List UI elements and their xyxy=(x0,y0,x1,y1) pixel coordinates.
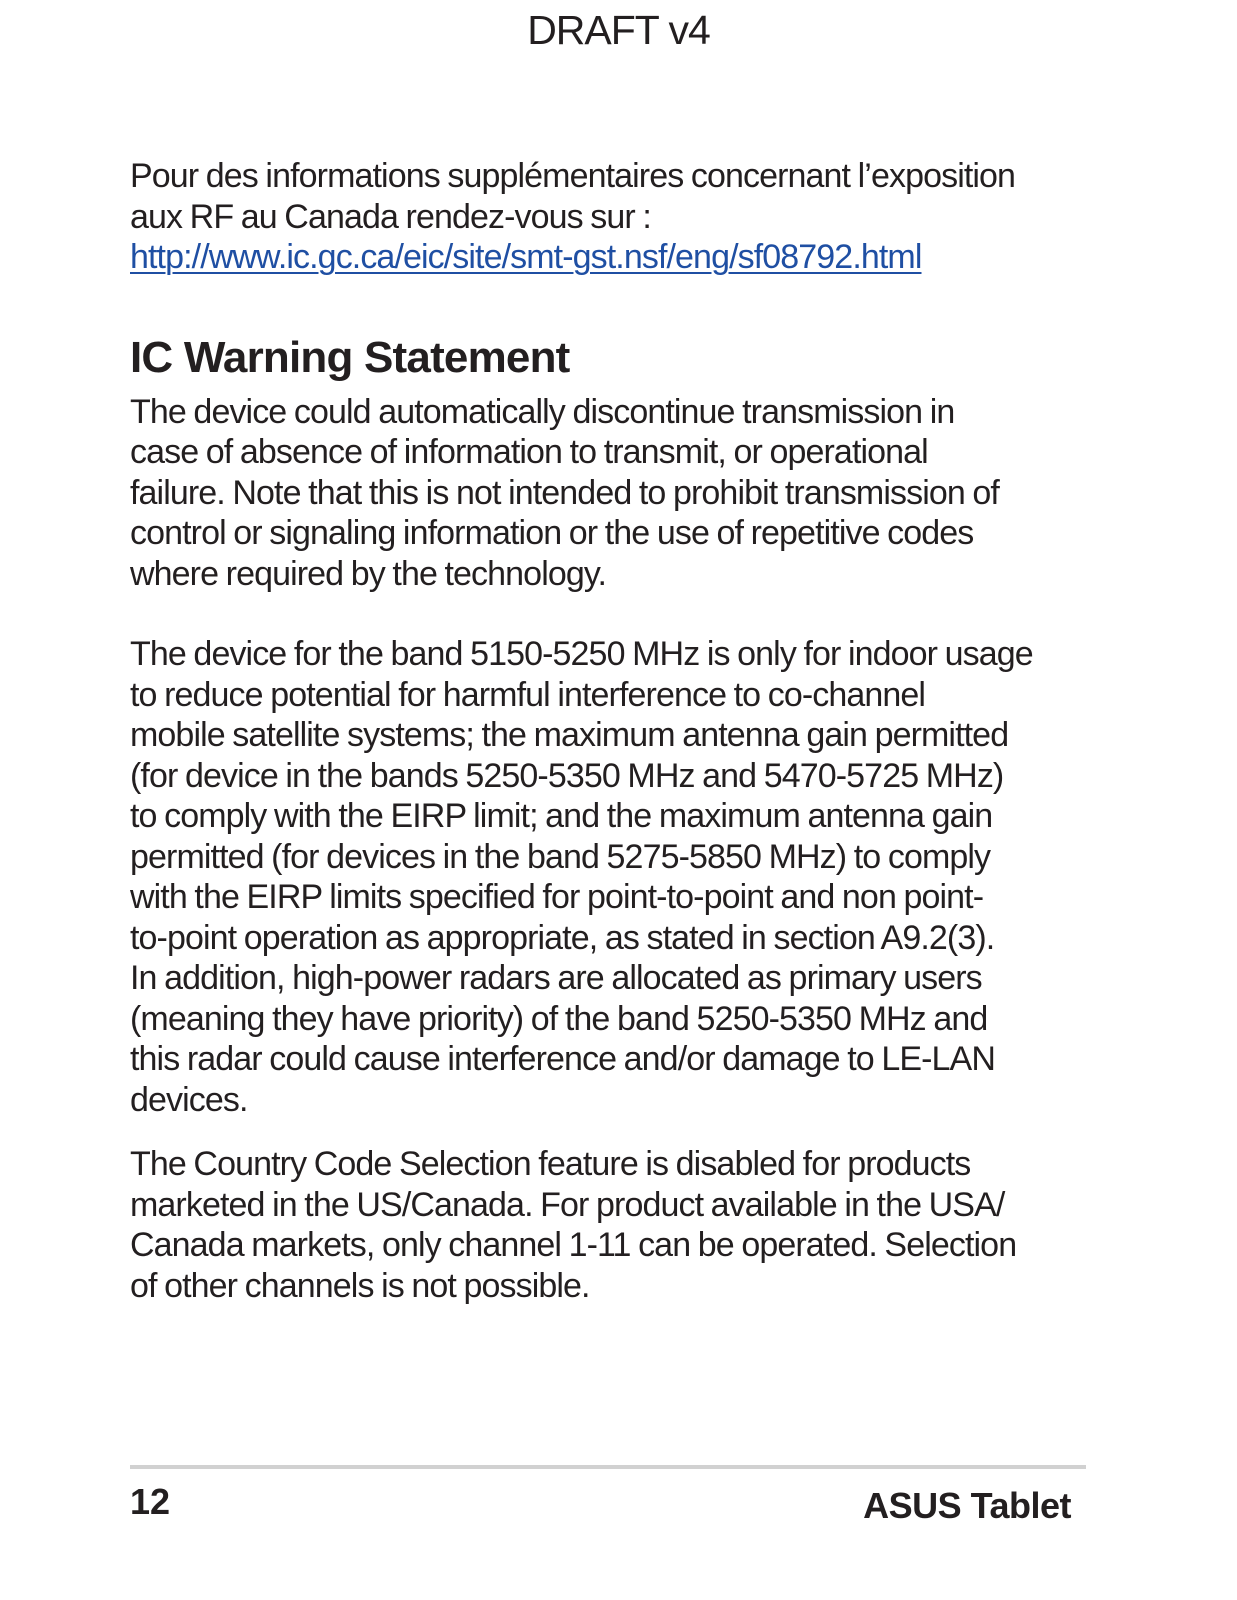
product-name: ASUS Tablet xyxy=(863,1485,1071,1526)
intro-text: Pour des informations supplémentaires concernant l’exposition aux RF au Canada rendez-vous sur : xyxy=(130,157,1016,236)
footer-divider xyxy=(130,1465,1086,1469)
draft-header: DRAFT v4 xyxy=(527,7,710,53)
paragraph-transmission: The device could automatically discontinue transmission in case of absence of information to transmit, or operational failure. Note that this is not intended to prohibit transmission of control or signaling information or the use of repetitive codes where required by the technology. xyxy=(130,392,999,593)
page-content xyxy=(130,156,1110,1306)
intro-link-row xyxy=(130,237,1110,278)
ic-link[interactable]: http://www.ic.gc.ca/eic/site/smt-gst.nsf/eng/sf08792.html xyxy=(130,238,922,276)
paragraph-band: The device for the band 5150-5250 MHz is only for indoor usage to reduce potential for harmful interference to co-channel mobile satellite systems; the maximum antenna gain permitted (for device in the bands 5250-5350 MHz and 5470-5725 MHz) to comply with the EIRP limit; and the maximum antenna gain permitted (for devices in the band 5275-5850 MHz) to comply with the EIRP limits specified for point-to-point and non point- to-point operation as appropriate, as stated in section A9.2(3). In addition, high-power radars are allocated as primary users (meaning they have priority) of the band 5250-5350 MHz and this radar could cause interference and/or damage to LE-LAN devices. xyxy=(130,635,1033,1119)
page-number: 12 xyxy=(130,1481,171,1522)
paragraph-country-code: The Country Code Selection feature is disabled for products marketed in the US/Canada. For product available in the USA/ Canada markets, only channel 1-11 can be operated. Selection of other channels is not possible. xyxy=(130,1145,1017,1305)
section-heading: IC Warning Statement xyxy=(130,332,570,382)
